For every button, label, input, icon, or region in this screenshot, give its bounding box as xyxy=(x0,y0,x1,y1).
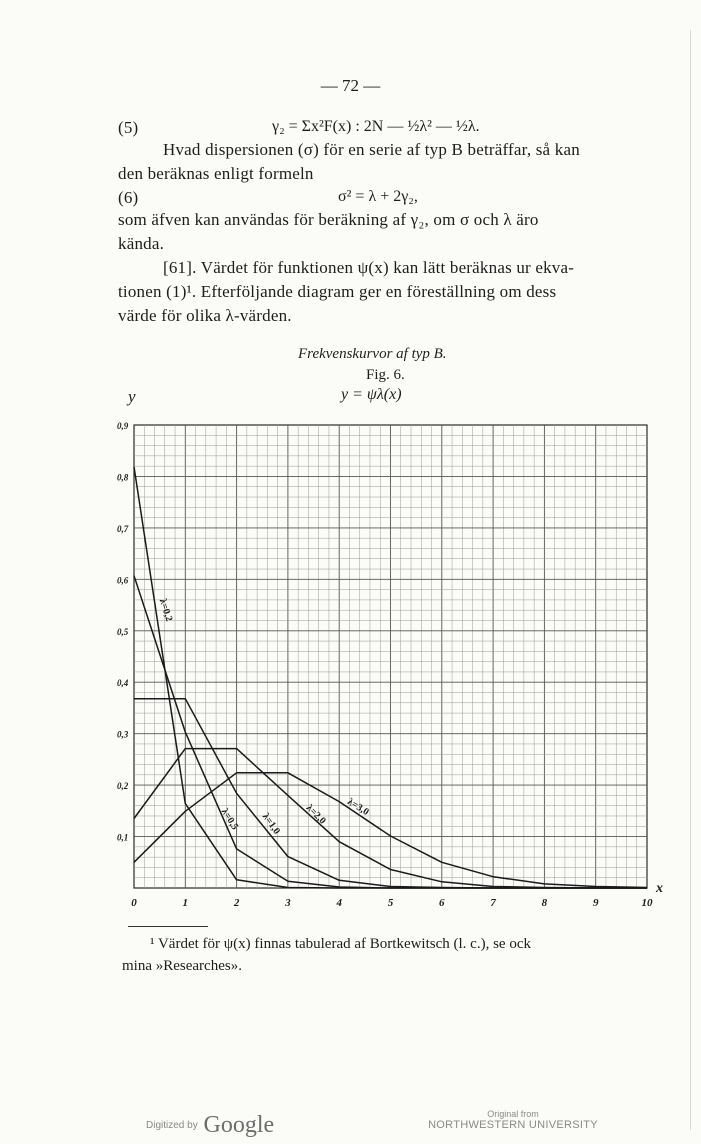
paragraph-2-line-1: som äfven kan användas för beräkning af γ₂, om σ och λ äro xyxy=(118,210,539,229)
footnote-line-1: ¹ Värdet för ψ(x) finnas tabulerad af Bortkewitsch (l. c.), se ock xyxy=(150,936,531,952)
page-edge-line xyxy=(690,30,691,1130)
paragraph-3-line-1: [61]. Värdet för funktionen ψ(x) kan lätt beräknas ur ekva- xyxy=(163,258,575,277)
x-tick-label: 5 xyxy=(387,897,394,909)
paragraph-2-line-2: kända. xyxy=(118,234,165,253)
footnote-line-2: mina »Researches». xyxy=(122,958,242,974)
y-tick-label: 0,1 xyxy=(117,832,129,843)
original-from-text: Original from xyxy=(487,1109,539,1119)
y-tick-label: 0,3 xyxy=(117,729,129,740)
x-tick-label: 8 xyxy=(541,897,548,909)
x-tick-label: 3 xyxy=(285,897,291,909)
figure-label: Fig. 6. xyxy=(366,367,405,383)
equation-6-label: (6) xyxy=(118,188,139,207)
figure-caption: Frekvenskurvor af typ B. xyxy=(298,346,447,362)
curve-label: λ=0,2 xyxy=(156,597,175,623)
x-tick-label: 2 xyxy=(233,897,240,909)
digitized-by-text: Digitized by xyxy=(146,1120,198,1131)
paragraph-3-line-3: värde för olika λ-värden. xyxy=(118,306,292,325)
page-number: — 72 — xyxy=(320,76,381,95)
chart-axes xyxy=(126,387,663,896)
x-tick-label: 6 xyxy=(439,897,445,909)
paragraph-1-line-1: Hvad dispersionen (σ) för en serie af typ B beträffar, så kan xyxy=(163,140,580,159)
y-axis-label: y xyxy=(128,387,136,406)
paragraph-1-line-2: den beräknas enligt formeln xyxy=(118,164,314,183)
x-tick-label: 9 xyxy=(592,897,599,909)
y-tick-label: 0,5 xyxy=(117,626,129,637)
figure-formula: y = ψλ(x) xyxy=(341,386,402,403)
equation-6: σ² = λ + 2γ₂, xyxy=(338,188,418,205)
x-tick-label: 1 xyxy=(182,897,189,909)
y-tick-label: 0,2 xyxy=(117,781,129,792)
original-from-watermark xyxy=(418,1109,608,1131)
google-logo: Google xyxy=(203,1112,275,1138)
y-tick-label: 0,8 xyxy=(117,472,129,483)
curve-label: λ=0,5 xyxy=(218,806,241,833)
university-text: NORTHWESTERN UNIVERSITY xyxy=(428,1119,598,1131)
x-tick-label: 0 xyxy=(131,897,137,909)
y-tick-label: 0,6 xyxy=(117,575,129,586)
footnote-rule xyxy=(128,926,208,927)
curve-label: λ=2,0 xyxy=(303,802,328,827)
paragraph-3-line-2: tionen (1)¹. Efterföljande diagram ger en föreställning om dess xyxy=(118,282,557,301)
x-tick-label: 4 xyxy=(336,897,342,909)
y-tick-label: 0,9 xyxy=(117,421,129,431)
chart-ticks xyxy=(117,421,653,909)
equation-5-label: (5) xyxy=(118,118,139,137)
x-axis-label: x xyxy=(656,881,663,896)
curve-label: λ=1,0 xyxy=(259,811,283,837)
chart-grid xyxy=(134,425,647,888)
equation-5: γ₂ = Σx²F(x) : 2N — ½λ² — ½λ. xyxy=(272,118,480,135)
x-tick-label: 7 xyxy=(490,897,496,909)
x-tick-label: 10 xyxy=(641,897,653,909)
y-tick-label: 0,7 xyxy=(117,523,129,534)
y-tick-label: 0,4 xyxy=(117,678,129,689)
digitized-by-watermark xyxy=(146,1108,275,1138)
curve-label: λ=3,0 xyxy=(345,796,371,818)
